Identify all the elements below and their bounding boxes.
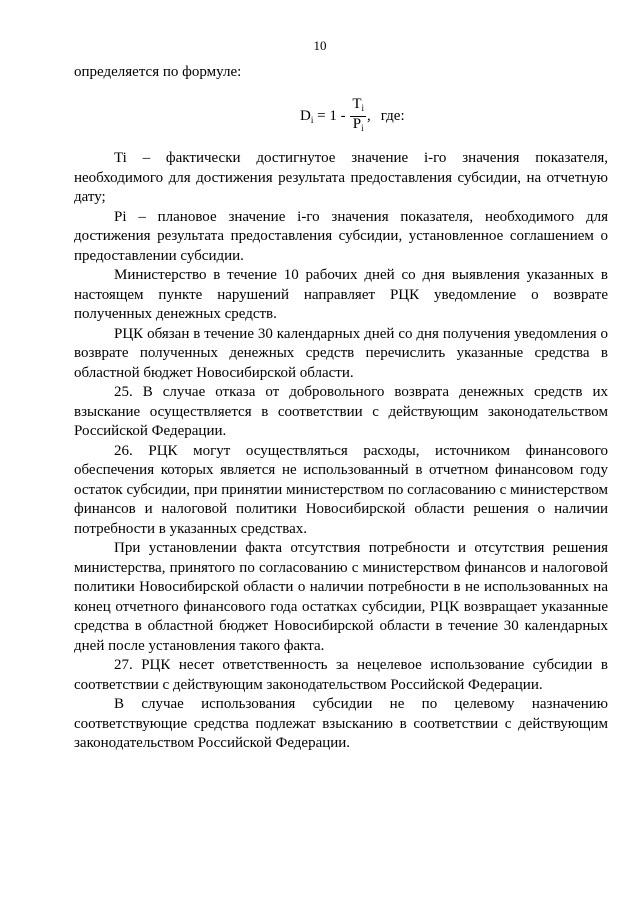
formula-lhs: $D_i$ <box>300 107 314 125</box>
formula-numerator: $T_i$ <box>350 97 366 117</box>
intro-text: определяется по формуле: <box>74 64 242 80</box>
paragraph-item-25: 25. В случае отказа от добровольного возврата денежных средств их взыскание осуществляется в соответствии с действующим законодательством Российской Федерации. <box>74 384 608 439</box>
body-text <box>74 149 608 754</box>
paragraph-misuse: В случае использования субсидии не по целевому назначению соответствующие средства подлежат взысканию в соответствии с действующим законодательством Российской Федерации. <box>74 696 608 751</box>
paragraph-pi-definition: Pi – плановое значение i-го значения показателя, необходимого для достижения результата предоставления субсидии, установленное соглашением о предоставлении субсидии. <box>74 208 608 264</box>
formula-where: где: <box>380 107 405 124</box>
paragraph-rck-refund: РЦК обязан в течение 30 календарных дней со дня получения уведомления о возврате полученных денежных средств перечислить указанные средства в областной бюджет Новосибирской области. <box>74 325 608 381</box>
paragraph-no-need: При установлении факта отсутствия потребности и отсутствия решения министерства, принятого по согласованию с министерством финансов и налоговой политики Новосибирской области о наличии потребности в не использованных на конец отчетного финансового года остатках субсидии, РЦК возвращает указанные средства в областной бюджет Новосибирской области в течение 30 календарных дней после установления такого факта. <box>74 540 608 654</box>
paragraph-ministry-notice: Министерство в течение 10 рабочих дней со дня выявления указанных в настоящем пункте нарушений направляет РЦК уведомление о возврате полученных денежных средств. <box>74 267 608 322</box>
formula-equals: = 1 - <box>313 107 350 124</box>
formula-denominator: $P_i$ <box>352 115 364 133</box>
paragraph-ti-definition: Ti – фактически достигнутое значение i-го значения показателя, необходимого для достижения результата предоставления субсидии, на отчетную дату; <box>74 150 608 205</box>
formula-fraction <box>350 97 366 136</box>
paragraph-item-27: 27. РЦК несет ответственность за нецелевое использование субсидии в соответствии с действующим законодательством Российской Федерации. <box>74 657 608 693</box>
formula-suffix: , <box>367 107 371 124</box>
formula <box>300 96 405 136</box>
paragraph-item-26: 26. РЦК могут осуществляться расходы, источником финансового обеспечения которых является не использованный в отчетном финансовом году остаток субсидии, при принятии министерством по согласованию с министерством финансов и налоговой политики Новосибирской области решения о наличии потребности в указанных средствах. <box>74 442 608 537</box>
page-number: 10 <box>313 38 327 53</box>
